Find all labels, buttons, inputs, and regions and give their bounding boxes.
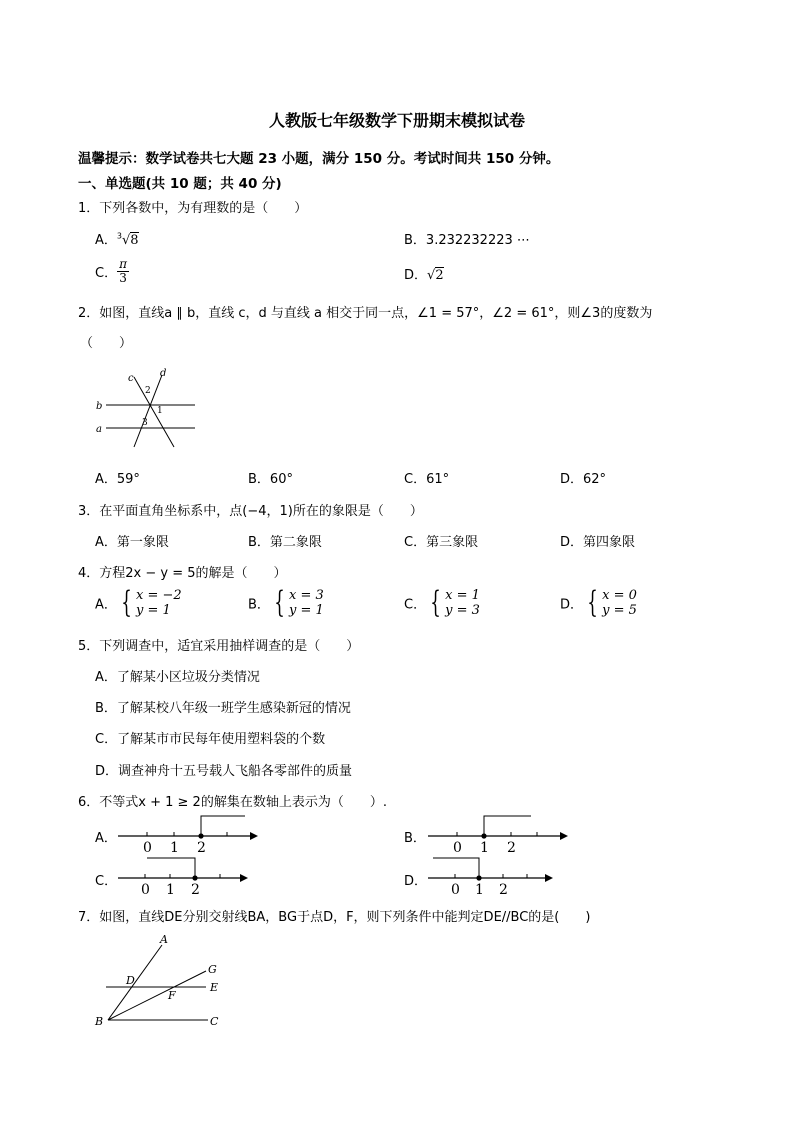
tick-label: 0 <box>453 840 462 856</box>
tick-label: 0 <box>451 882 460 898</box>
brace: { <box>587 585 598 620</box>
q6-option-d-label: D． <box>404 874 428 889</box>
equation: x = −2 <box>136 588 182 603</box>
q3-option-b: B．第二象限 <box>248 535 322 550</box>
question-1-stem: 1．下列各数中，为有理数的是（ ） <box>78 201 308 216</box>
option-label: A． <box>95 233 117 248</box>
brace: { <box>274 585 285 620</box>
equation-system <box>602 588 637 618</box>
root-index: 3 <box>116 231 122 241</box>
q5-option-c: C．了解某市市民每年使用塑料袋的个数 <box>95 732 326 747</box>
numerator: π <box>119 257 127 271</box>
option-label: C． <box>404 597 427 613</box>
q1-option-a <box>95 229 139 248</box>
point-e-label: E <box>210 981 219 994</box>
equation: x = 0 <box>602 588 637 603</box>
equation: y = 5 <box>602 603 637 618</box>
point-f-label: F <box>168 989 176 1002</box>
point-d-label: D <box>126 974 135 987</box>
q2-option-a: A．59° <box>95 472 140 487</box>
point-b-label: B <box>95 1015 104 1028</box>
tick-label: 1 <box>480 840 489 856</box>
line-c <box>134 377 174 447</box>
tick-label: 0 <box>141 882 150 898</box>
section-heading: 一、单选题(共 10 题；共 40 分) <box>78 176 282 192</box>
option-label: D． <box>404 268 428 283</box>
denominator: 3 <box>119 271 127 285</box>
q4-option-d <box>560 585 637 620</box>
radical-sign: √ <box>122 233 131 248</box>
tick-label: 2 <box>197 840 206 856</box>
page-title: 人教版七年级数学下册期末模拟试卷 <box>268 111 525 130</box>
equation-system <box>289 588 324 618</box>
q2-option-b: B．60° <box>248 472 293 487</box>
question-4-stem: 4．方程2x − y = 5的解是（ ） <box>78 566 287 581</box>
tick-label: 1 <box>166 882 175 898</box>
label-a: a <box>96 424 102 435</box>
exam-tip: 温馨提示：数学试卷共七大题 23 小题，满分 150 分。考试时间共 150 分钟。 <box>78 151 560 167</box>
point-g-label: G <box>208 963 217 976</box>
fraction <box>117 258 129 285</box>
option-label: B． <box>248 597 270 613</box>
question-2-paren: （ ） <box>80 336 133 351</box>
question-5-stem: 5．下列调查中，适宜采用抽样调查的是（ ） <box>78 639 360 654</box>
option-label: D． <box>560 597 584 613</box>
q6-option-a-label: A． <box>95 831 117 846</box>
q4-option-c <box>404 585 480 620</box>
radicand: 2 <box>435 268 444 283</box>
question-6-stem: 6．不等式x + 1 ≥ 2的解集在数轴上表示为（ ）. <box>78 795 387 810</box>
ray-bg <box>108 971 206 1020</box>
equation: y = 1 <box>136 603 171 618</box>
angle-2-label: 2 <box>145 386 151 396</box>
point-a-label: A <box>160 933 168 946</box>
question-2-stem: 2．如图，直线a ∥ b，直线 c，d 与直线 a 相交于同一点，∠1 = 57°，∠2 = 61°，则∠3的度数为 <box>78 306 653 321</box>
solution-ray <box>433 858 479 878</box>
solution-ray <box>147 858 195 878</box>
equation: x = 1 <box>445 588 480 603</box>
option-label: A． <box>95 597 117 613</box>
radical-sign: √ <box>427 268 436 283</box>
label-c: c <box>128 373 134 384</box>
angle-3-label: 3 <box>142 418 148 428</box>
tick-label: 0 <box>143 840 152 856</box>
label-b: b <box>96 401 103 412</box>
q1-option-b: B．3.232232223 ⋯ <box>404 233 530 248</box>
angle-1-label: 1 <box>157 406 163 416</box>
tick-label: 2 <box>191 882 200 898</box>
rays-figure <box>92 933 232 1033</box>
solution-ray <box>484 816 531 836</box>
tick-label: 2 <box>499 882 508 898</box>
q5-option-b: B．了解某校八年级一班学生感染新冠的情况 <box>95 701 351 716</box>
q2-option-d: D．62° <box>560 472 607 487</box>
q4-option-a <box>95 585 182 620</box>
radicand: 8 <box>130 233 139 248</box>
q3-option-a: A．第一象限 <box>95 535 169 550</box>
brace: { <box>430 585 441 620</box>
q5-option-a: A．了解某小区垃圾分类情况 <box>95 670 260 685</box>
q6-number-line-c <box>115 854 255 899</box>
q2-option-c: C．61° <box>404 472 450 487</box>
parallel-lines-figure <box>92 365 202 450</box>
ray-ba <box>108 945 162 1020</box>
equation: y = 3 <box>445 603 480 618</box>
question-3-stem: 3．在平面直角坐标系中，点(−4，1)所在的象限是（ ） <box>78 504 423 519</box>
tick-label: 2 <box>507 840 516 856</box>
equation: x = 3 <box>289 588 324 603</box>
q6-number-line-b <box>425 812 570 857</box>
q1-option-d <box>404 264 444 283</box>
q4-option-b <box>248 585 324 620</box>
q3-option-d: D．第四象限 <box>560 535 636 550</box>
point-c-label: C <box>210 1015 219 1028</box>
q6-option-b-label: B． <box>404 831 426 846</box>
solution-ray <box>201 816 245 836</box>
q5-option-d: D．调查神舟十五号载人飞船各零部件的质量 <box>95 764 353 779</box>
tick-label: 1 <box>170 840 179 856</box>
question-7-stem: 7．如图，直线DE分别交射线BA，BG于点D，F，则下列条件中能判定DE//BC的是( ) <box>78 910 591 925</box>
q3-option-c: C．第三象限 <box>404 535 479 550</box>
brace: { <box>121 585 132 620</box>
equation-system <box>136 588 182 618</box>
q6-number-line-a <box>115 812 260 857</box>
equation-system <box>445 588 480 618</box>
tick-label: 1 <box>475 882 484 898</box>
label-d: d <box>160 368 167 379</box>
q6-option-c-label: C． <box>95 874 118 889</box>
option-label: C． <box>95 266 118 281</box>
equation: y = 1 <box>289 603 324 618</box>
q1-option-c <box>95 258 129 285</box>
q6-number-line-d <box>425 854 565 899</box>
